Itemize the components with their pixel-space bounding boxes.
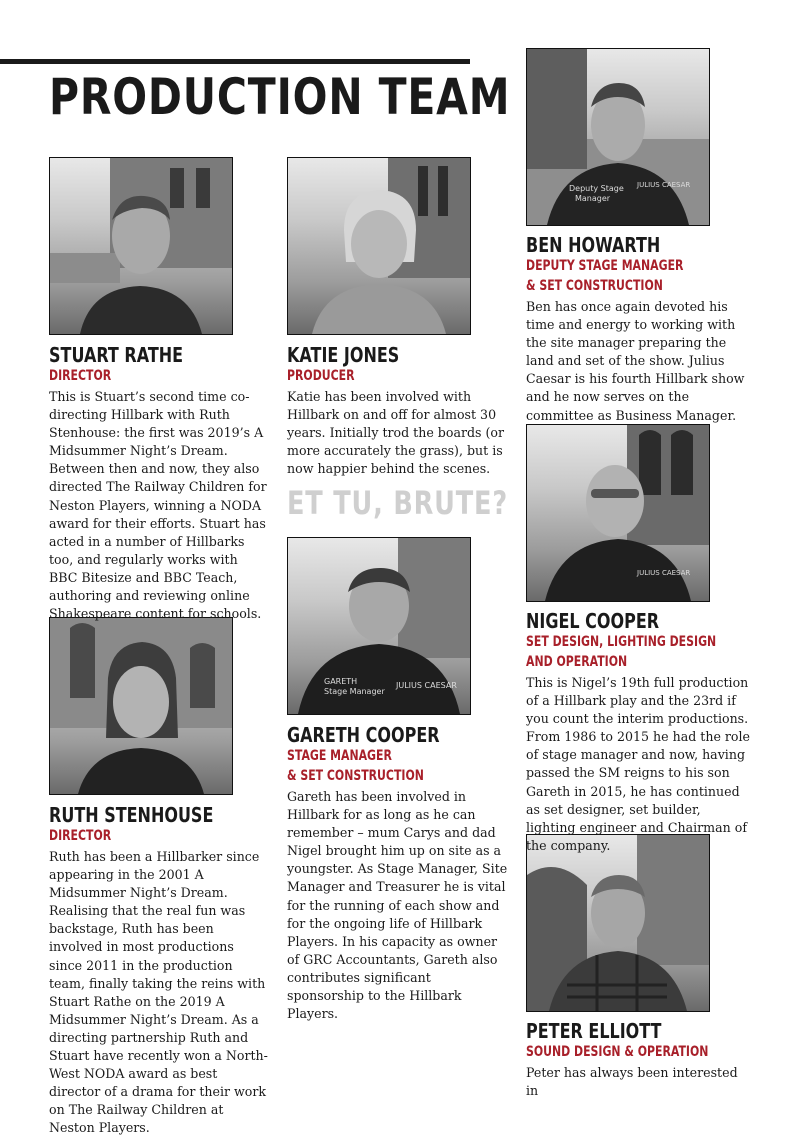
member-role: DIRECTOR — [49, 828, 112, 844]
page-title: PRODUCTION TEAM — [49, 68, 511, 126]
member-ruth-stenhouse — [49, 804, 269, 1138]
photo-ben-howarth — [526, 48, 710, 226]
member-bio: This is Nigel’s 19th full production of a Hillbark play and the 23rd if you count the interim productions. From 1986 to 2015 he had the role of stage manager and now, having passed the SM reigns to his son Gareth in 2015, he has continued as set designer, set builder, lighting engineer and Chairman of the company. — [526, 675, 751, 853]
member-bio: Gareth has been involved in Hillbark for as long as he can remember – mum Carys and dad Nigel brought him up on site as a youngster. As Stage Manager, Site Manager and Treasurer he is vital for the running of each show and for the ongoing life of Hillbark Players. In his capacity as owner of GRC Accountants, Gareth also contributes significant sponsorship to the Hillbark Players. — [287, 789, 508, 1022]
member-role: SET DESIGN, LIGHTING DESIGN — [526, 634, 717, 650]
member-katie-jones — [287, 344, 511, 478]
jacket-text-gareth-1: GARETH — [324, 677, 358, 686]
pull-quote: ET TU, BRUTE? — [287, 484, 508, 522]
photo-stuart-rathe — [49, 157, 233, 335]
member-role: STAGE MANAGER — [287, 748, 392, 764]
member-name: STUART RATHE — [49, 343, 184, 367]
photo-nigel-cooper — [526, 424, 710, 602]
member-name: PETER ELLIOTT — [526, 1019, 662, 1043]
member-bio: Katie has been involved with Hillbark on and off for almost 30 years. Initially trod the boards (or more accurately the grass), but is now happier behind the scenes. — [287, 389, 505, 477]
photo-peter-elliott — [526, 834, 710, 1012]
logo-julius-caesar-gareth: JULIUS CAESAR — [396, 681, 457, 690]
member-role: & SET CONSTRUCTION — [287, 768, 424, 784]
logo-julius-caesar-ben: JULIUS CAESAR — [637, 181, 691, 189]
photo-katie-jones — [287, 157, 471, 335]
member-bio: Ben has once again devoted his time and energy to working with the site manager preparing the land and set of the show. Julius Caesar is his fourth Hillbark show and he now serves on the committee as Business Manager. — [526, 299, 745, 423]
jacket-text-ben-1: Deputy Stage — [569, 184, 624, 193]
photo-ruth-stenhouse — [49, 617, 233, 795]
member-gareth-cooper — [287, 724, 511, 1023]
member-name: BEN HOWARTH — [526, 233, 661, 257]
member-role: AND OPERATION — [526, 654, 628, 670]
member-role: DIRECTOR — [49, 368, 112, 384]
member-role: DEPUTY STAGE MANAGER — [526, 258, 684, 274]
logo-julius-caesar-nigel: JULIUS CAESAR — [637, 569, 691, 577]
member-peter-elliott — [526, 1020, 752, 1100]
member-name: GARETH COOPER — [287, 723, 440, 747]
member-name: NIGEL COOPER — [526, 609, 660, 633]
photo-gareth-cooper — [287, 537, 471, 715]
member-role: PRODUCER — [287, 368, 355, 384]
member-bio: Ruth has been a Hillbarker since appearing in the 2001 A Midsummer Night’s Dream. Realising that the real fun was backstage, Ruth has been involved in most productions since 2011 in the production team, finally taking the reins with Stuart Rathe on the 2019 A Midsummer Night’s Dream. As a directing partnership Ruth and Stuart have recently won a North-West NODA award as best director of a drama for their work on The Railway Children at Neston Players. — [49, 849, 268, 1136]
member-stuart-rathe — [49, 344, 269, 623]
member-nigel-cooper — [526, 610, 752, 855]
member-role: SOUND DESIGN & OPERATION — [526, 1044, 709, 1060]
member-ben-howarth — [526, 234, 752, 425]
member-role: & SET CONSTRUCTION — [526, 278, 663, 294]
jacket-text-gareth-2: Stage Manager — [324, 687, 385, 696]
header-rule — [0, 59, 470, 64]
member-name: RUTH STENHOUSE — [49, 803, 214, 827]
member-bio: This is Stuart’s second time co-directing Hillbark with Ruth Stenhouse: the first was 2019’s A Midsummer Night’s Dream. Between then and now, they also directed The Railway Children for Neston Players, winning a NODA award for their efforts. Stuart has acted in a number of Hillbarks too, and regularly works with BBC Bitesize and BBC Teach, authoring and reviewing online Shakespeare content for schools. — [49, 389, 267, 622]
member-bio: Peter has always been interested in — [526, 1065, 738, 1099]
member-name: KATIE JONES — [287, 343, 400, 367]
jacket-text-ben-2: Manager — [575, 194, 611, 203]
